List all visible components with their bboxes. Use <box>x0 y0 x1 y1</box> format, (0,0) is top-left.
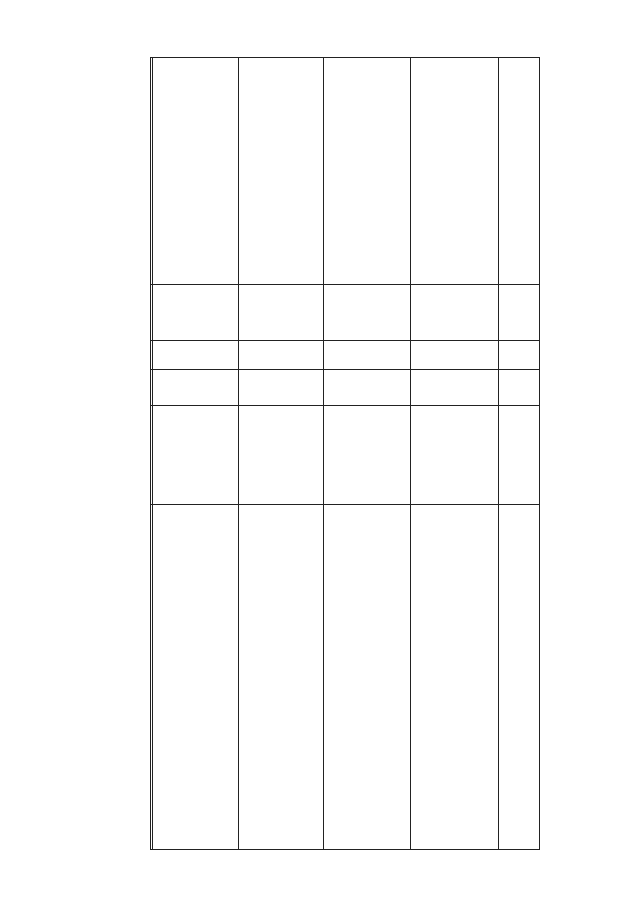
border-top <box>150 57 540 58</box>
divider-row1 <box>238 57 239 850</box>
divider-row4 <box>498 57 499 850</box>
border-right <box>539 57 540 850</box>
divider-rz <box>150 369 540 370</box>
divider-sum-2017 <box>150 284 540 285</box>
divider-vr <box>150 405 540 406</box>
divider-csr <box>150 504 540 505</box>
divider-pr <box>150 340 540 341</box>
divider-row3 <box>410 57 411 850</box>
border-bottom <box>150 849 540 850</box>
budget-table-frame <box>150 57 540 850</box>
divider-row2 <box>323 57 324 850</box>
